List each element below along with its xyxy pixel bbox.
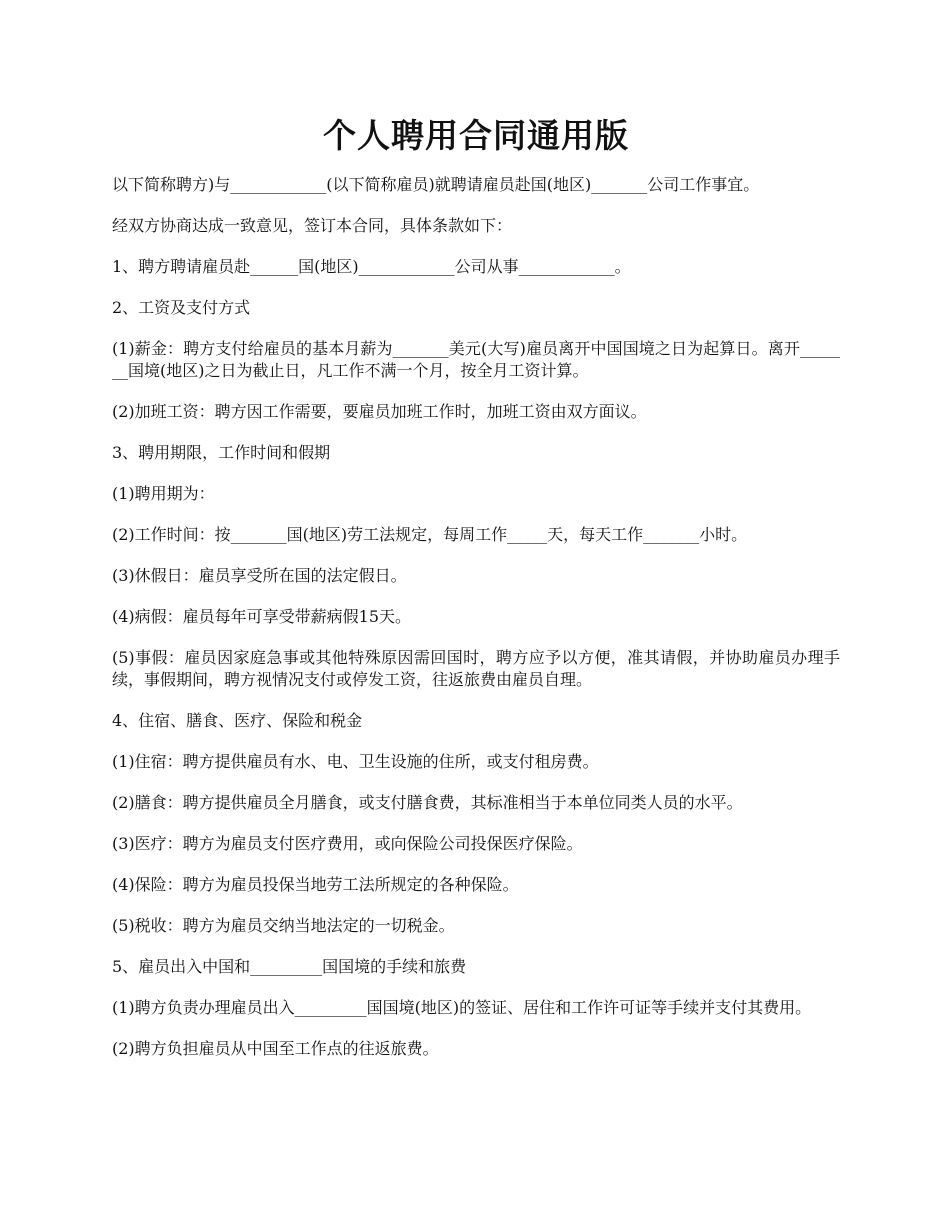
clause-3-heading: 3、聘用期限，工作时间和假期 <box>112 443 331 462</box>
clause-1: 1、聘方聘请雇员赴______国(地区)____________公司从事____________。 <box>112 257 631 276</box>
clause-2-heading: 2、工资及支付方式 <box>112 298 251 317</box>
paragraph-intro: 以下简称聘方)与____________(以下简称雇员)就聘请雇员赴国(地区)_______公司工作事宜。 <box>112 175 760 194</box>
paragraph-agreement: 经双方协商达成一致意见，签订本合同，具体条款如下： <box>112 216 513 235</box>
clause-4-item-3: (3)医疗：聘方为雇员支付医疗费用，或向保险公司投保医疗保险。 <box>112 834 583 853</box>
clause-4-heading: 4、住宿、膳食、医疗、保险和税金 <box>112 711 363 730</box>
clause-5-item-1: (1)聘方负责办理雇员出入_________国国境(地区)的签证、居住和工作许可证等手续并支付其费用。 <box>112 998 812 1017</box>
clause-4-item-4: (4)保险：聘方为雇员投保当地劳工法所规定的各种保险。 <box>112 875 519 894</box>
clause-4-item-2: (2)膳食：聘方提供雇员全月膳食，或支付膳食费，其标准相当于本单位同类人员的水平。 <box>112 793 743 812</box>
clause-4-item-5: (5)税收：聘方为雇员交纳当地法定的一切税金。 <box>112 916 455 935</box>
clause-3-item-3: (3)休假日：雇员享受所在国的法定假日。 <box>112 566 407 585</box>
clause-2-item-1: (1)薪金：聘方支付给雇员的基本月薪为_______美元(大写)雇员离开中国国境之日为起算日。离开_______国境(地区)之日为截止日，凡工作不满一个月，按全月工资计算。 <box>112 339 840 380</box>
clause-3-item-1: (1)聘用期为： <box>112 484 215 503</box>
clause-2-item-2: (2)加班工资：聘方因工作需要，要雇员加班工作时，加班工资由双方面议。 <box>112 402 647 421</box>
clause-4-item-1: (1)住宿：聘方提供雇员有水、电、卫生设施的住所，或支付租房费。 <box>112 752 599 771</box>
clause-3-item-2: (2)工作时间：按_______国(地区)劳工法规定，每周工作_____天，每天工作_______小时。 <box>112 525 748 544</box>
document-title: 个人聘用合同通用版 <box>323 116 629 155</box>
clause-5-heading: 5、雇员出入中国和_________国国境的手续和旅费 <box>112 957 467 976</box>
clause-3-item-4: (4)病假：雇员每年可享受带薪病假15天。 <box>112 607 412 626</box>
clause-3-item-5: (5)事假：雇员因家庭急事或其他特殊原因需回国时，聘方应予以方便，准其请假，并协助雇员办理手续，事假期间，聘方视情况支付或停发工资，往返旅费由雇员自理。 <box>112 648 840 689</box>
clause-5-item-2: (2)聘方负担雇员从中国至工作点的往返旅费。 <box>112 1039 439 1058</box>
